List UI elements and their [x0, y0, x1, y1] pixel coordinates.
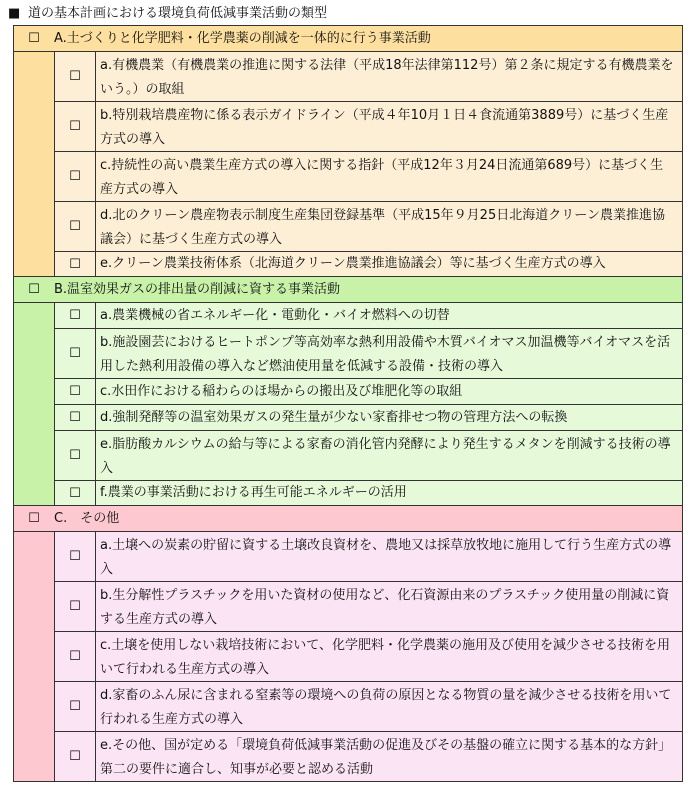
item-b-f-checkbox[interactable]: ☐: [55, 481, 96, 505]
section-b-header: [14, 277, 682, 303]
table-row: [55, 102, 682, 152]
item-text: e.脂肪酸カルシウムの給与等による家畜の消化管内発酵により発生するメタンを削減する技術の導入: [100, 437, 671, 476]
activity-type-table: [13, 25, 683, 782]
section-c-label: C. その他: [54, 511, 120, 526]
item-c-a-checkbox[interactable]: ☐: [55, 532, 96, 581]
item-text: d.強制発酵等の温室効果ガスの発生量が少ない家畜排せつ物の管理方法への転換: [100, 410, 568, 425]
item-a-d-checkbox[interactable]: ☐: [55, 202, 96, 251]
title-text: 道の基本計画における環境負荷低減事業活動の類型: [28, 6, 328, 21]
section-a-indent: [14, 52, 55, 276]
item-c-b-checkbox[interactable]: ☐: [55, 582, 96, 631]
table-row: [55, 481, 682, 505]
section-a-header: [14, 26, 682, 52]
table-row: [55, 303, 682, 329]
table-row: [55, 52, 682, 102]
item-b-d-checkbox[interactable]: ☐: [55, 405, 96, 430]
item-text: f.農業の事業活動における再生可能エネルギーの活用: [100, 485, 407, 500]
page-title: [8, 4, 327, 24]
section-c: [14, 505, 682, 781]
item-text: c.水田作における稲わらのほ場からの搬出及び堆肥化等の取組: [100, 384, 463, 399]
item-b-b-checkbox[interactable]: ☐: [55, 329, 96, 378]
table-row: [55, 431, 682, 481]
table-row: [55, 582, 682, 632]
item-text: a.農業機械の省エネルギー化・電動化・バイオ燃料への切替: [100, 308, 450, 323]
item-b-e-checkbox[interactable]: ☐: [55, 431, 96, 480]
item-text: e.クリーン農業技術体系（北海道クリーン農業推進協議会）等に基づく生産方式の導入: [100, 256, 606, 271]
table-row: [55, 252, 682, 276]
item-text: e.その他、国が定める「環境負荷低減事業活動の促進及びその基盤の確立に関する基本的な方針」第二の要件に適合し、知事が必要と認める活動: [100, 738, 672, 777]
item-b-a-checkbox[interactable]: ☐: [55, 303, 96, 328]
section-b-label: B.温室効果ガスの排出量の削減に資する事業活動: [54, 282, 341, 297]
item-text: a.有機農業（有機農業の推進に関する法律（平成18年法律第112号）第２条に規定する有機農業をいう。）の取組: [100, 58, 674, 97]
item-text: b.生分解性プラスチックを用いた資材の使用など、化石資源由来のプラスチック使用量の削減に資する生産方式の導入: [100, 588, 670, 627]
item-text: c.持続性の高い農業生産方式の導入に関する指針（平成12年３月24日流通第689号）に基づく生産方式の導入: [100, 158, 664, 197]
table-row: [55, 152, 682, 202]
table-row: [55, 405, 682, 431]
item-c-d-checkbox[interactable]: ☐: [55, 682, 96, 731]
item-b-c-checkbox[interactable]: ☐: [55, 379, 96, 404]
title-marker: ■: [8, 6, 21, 21]
table-row: [55, 732, 682, 781]
item-text: b.施設園芸におけるヒートポンプ等高効率な熱利用設備や木質バイオマス加温機等バイオマスを活用した熱利用設備の導入など燃油使用量を低減する設備・技術の導入: [100, 335, 671, 374]
section-a: [14, 26, 682, 276]
section-b: [14, 276, 682, 505]
section-a-label: A.土づくりと化学肥料・化学農薬の削減を一体的に行う事業活動: [54, 31, 431, 46]
item-c-c-checkbox[interactable]: ☐: [55, 632, 96, 681]
table-row: [55, 329, 682, 379]
section-a-checkbox[interactable]: ☐: [28, 31, 40, 46]
section-c-header: [14, 506, 682, 532]
item-text: a.土壌への炭素の貯留に資する土壌改良資材を、農地又は採草放牧地に施用して行う生産方式の導入: [100, 538, 672, 577]
item-a-a-checkbox[interactable]: ☐: [55, 52, 96, 101]
item-text: c.土壌を使用しない栽培技術において、化学肥料・化学農薬の施用及び使用を減少させる技術を用いて行われる生産方式の導入: [100, 638, 671, 677]
section-b-checkbox[interactable]: ☐: [28, 282, 40, 297]
item-text: d.北のクリーン農産物表示制度生産集団登録基準（平成15年９月25日北海道クリーン農業推進協議会）に基づく生産方式の導入: [100, 208, 665, 247]
table-row: [55, 379, 682, 405]
section-c-checkbox[interactable]: ☐: [28, 511, 40, 526]
item-text: d.家畜のふん尿に含まれる窒素等の環境への負荷の原因となる物質の量を減少させる技術を用いて行われる生産方式の導入: [100, 688, 672, 727]
table-row: [55, 202, 682, 252]
item-text: b.特別栽培農産物に係る表示ガイドライン（平成４年10月１日４食流通第3889号）に基づく生産方式の導入: [100, 108, 669, 147]
table-row: [55, 532, 682, 582]
section-b-indent: [14, 303, 55, 505]
item-c-e-checkbox[interactable]: ☐: [55, 732, 96, 781]
item-a-b-checkbox[interactable]: ☐: [55, 102, 96, 151]
item-a-c-checkbox[interactable]: ☐: [55, 152, 96, 201]
table-row: [55, 682, 682, 732]
item-a-e-checkbox[interactable]: ☐: [55, 252, 96, 276]
table-row: [55, 632, 682, 682]
section-c-indent: [14, 532, 55, 781]
